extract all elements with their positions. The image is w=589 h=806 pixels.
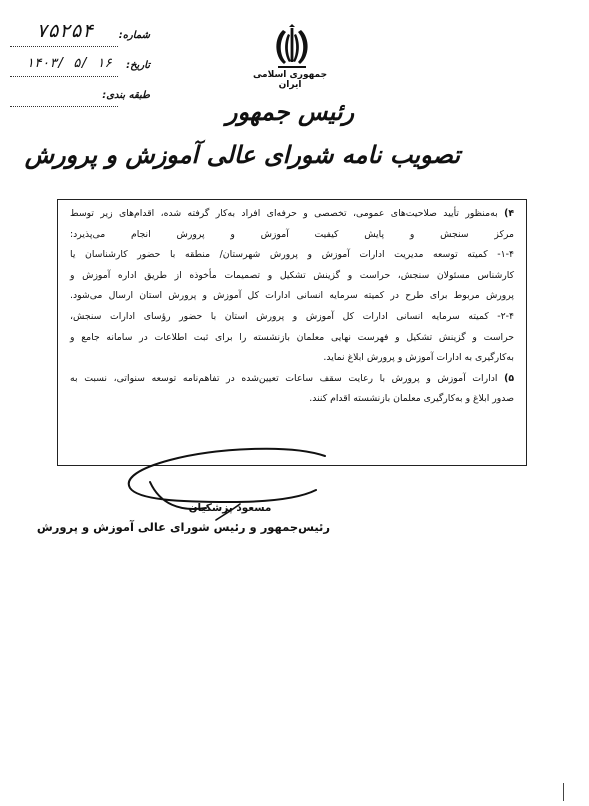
document-title: تصویب نامه شورای عالی آموزش و پرورش — [24, 140, 460, 169]
text-line: ۲-۴- کمیته سرمایه انسانی ادارات کل آموزش و پرورش استان با حضور رؤسای ادارات سنجش، — [70, 310, 514, 322]
signer-name: مسعود پزشکیان — [188, 502, 272, 514]
edge-mark — [563, 783, 564, 801]
iran-emblem-icon — [270, 24, 314, 70]
text-line: به‌کارگیری به ادارات آموزش و پرورش ابلاغ نماید. — [323, 352, 514, 364]
attachment-field — [8, 88, 158, 110]
text-line: پرورش مربوط برای طرح در کمیته سرمایه انسانی ادارات کل آموزش و پرورش استان ارسال می‌شود. — [70, 290, 514, 302]
resolution-text-box — [57, 199, 527, 466]
date-field — [8, 58, 158, 80]
text-line: مرکز سنجش و پایش کیفیت آموزش و پرورش انجام می‌پذیرد: — [70, 228, 514, 240]
office-title: رئیس جمهور — [225, 97, 355, 126]
text-line: کارشناس مسئولان سنجش، حراست و گزینش تشکیل و تصمیمات مأخوذه از طریق اداره آموزش و — [70, 269, 514, 281]
country-name: جمهوری اسلامی ایران — [252, 70, 328, 90]
date-label: تاریخ: — [126, 60, 150, 71]
date-dotted-line — [10, 76, 118, 77]
text-line: ۱-۴- کمیته توسعه مدیریت ادارات آموزش و پرورش شهرستان/ منطقه با حضور کارشناسان یا — [70, 249, 514, 261]
letter-number: ۷۵۲۵۴ — [36, 20, 94, 42]
signer-title: رئیس‌جمهور و رئیس شورای عالی آموزش و پرورش — [36, 520, 330, 534]
attachment-label: طبقه بندی: — [102, 90, 150, 101]
text-line: حراست و گزینش تشکیل و فهرست نهایی معلمان بازنشسته را برای ثبت اطلاعات در سامانه جامع و — [70, 331, 514, 343]
letter-date: ۱۴۰۳/ ۵/ ۱۶ — [26, 56, 113, 71]
number-dotted-line — [10, 46, 118, 47]
text-line: صدور ابلاغ و به‌کارگیری معلمان بازنشسته اقدام کنند. — [309, 393, 514, 405]
text-line: ۴) به‌منظور تأیید صلاحیت‌های عمومی، تخصصی و حرفه‌ای افراد به‌کار گرفته شده، اقدام‌های زیر توسط — [70, 208, 514, 219]
text-line: ۵) ادارات آموزش و پرورش با رعایت سقف ساعات تعیین‌شده در تفاهم‌نامه توسعه سنواتی، نسبت به — [70, 372, 514, 384]
handwritten-signature — [120, 446, 330, 526]
attachment-dotted-line — [10, 106, 118, 107]
number-label: شماره: — [118, 30, 150, 41]
number-field — [8, 20, 158, 50]
